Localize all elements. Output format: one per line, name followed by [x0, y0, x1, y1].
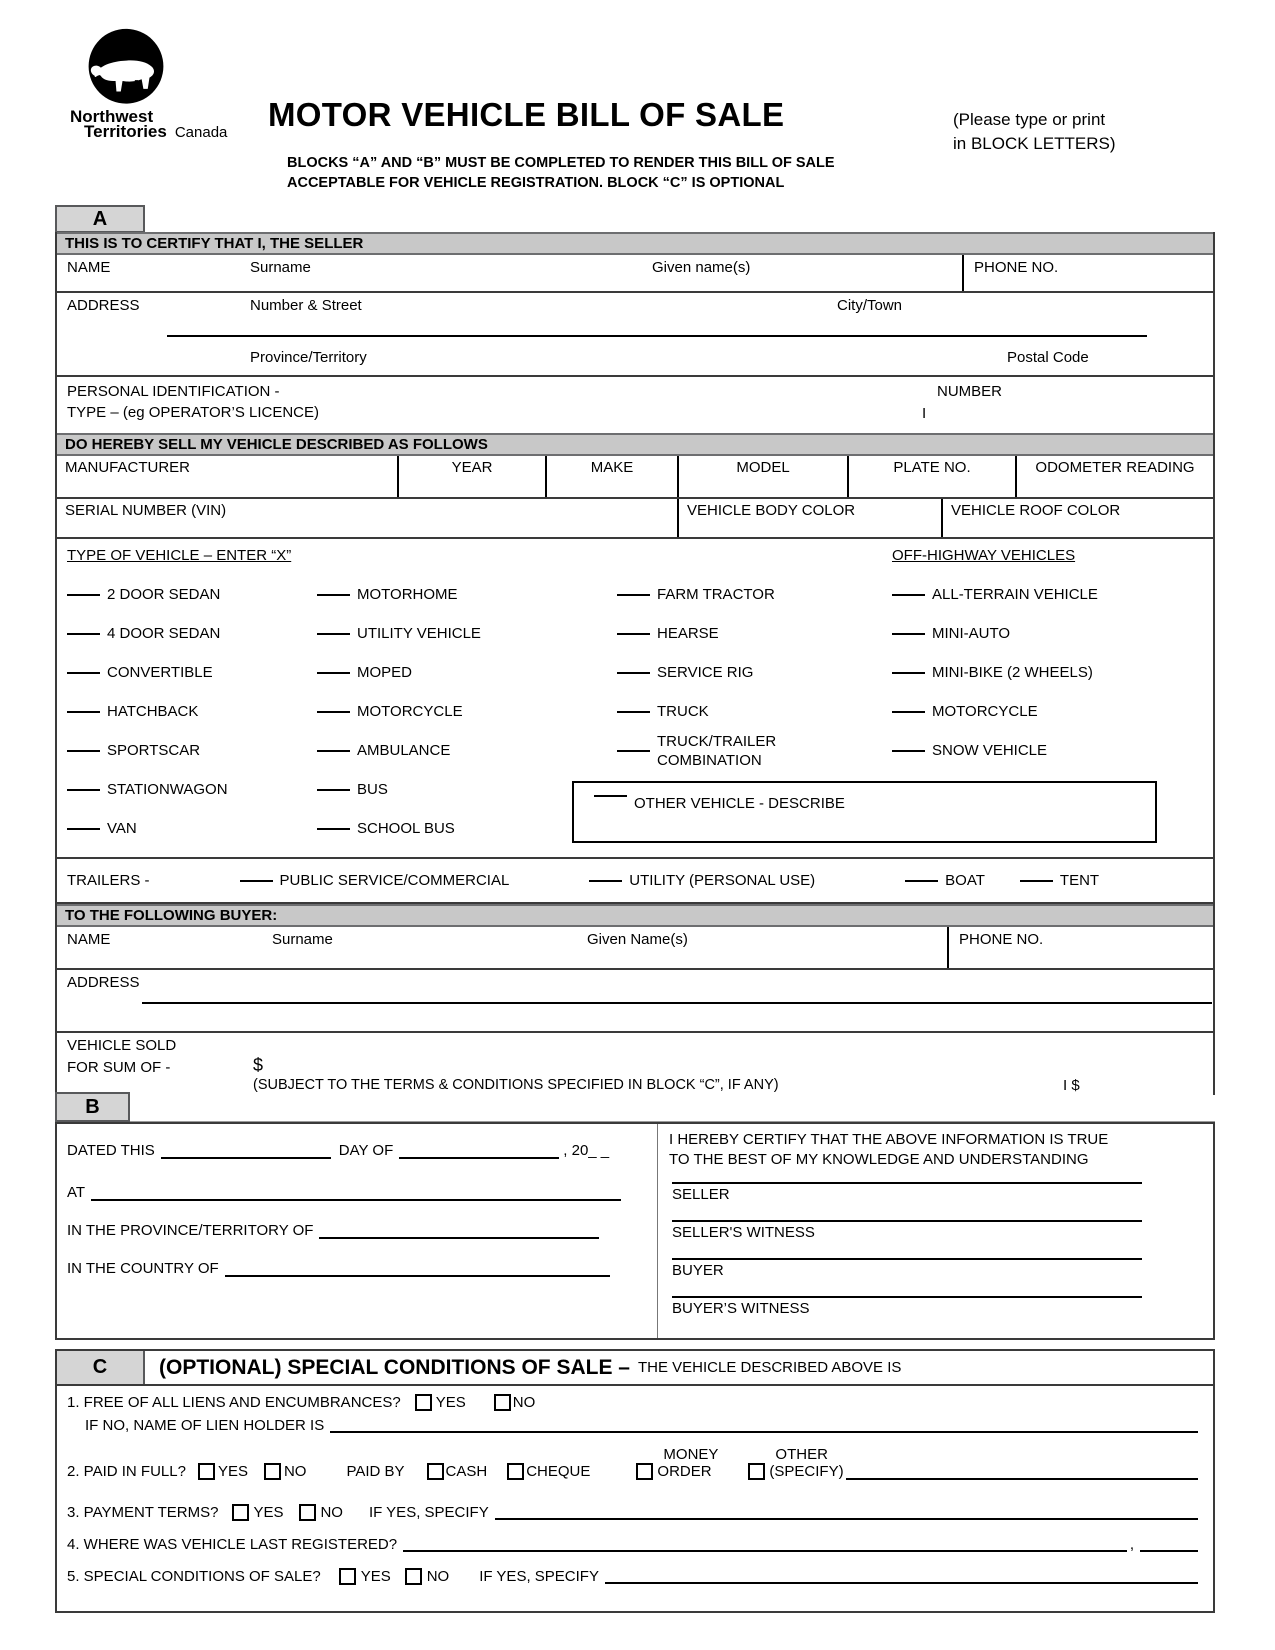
seller-address-label: ADDRESS: [67, 297, 140, 314]
type-blank[interactable]: [892, 594, 925, 596]
type-hearse: [617, 614, 892, 653]
buyer-name-row: [57, 927, 1213, 970]
last-registered-question: 4. WHERE WAS VEHICLE LAST REGISTERED?: [67, 1536, 398, 1553]
block-c-header: [55, 1349, 1215, 1386]
seller-name-label: NAME: [67, 259, 111, 276]
personal-id-row: [57, 375, 1213, 433]
phone-divider: [962, 255, 964, 291]
liens-no-label: NO: [512, 1394, 536, 1411]
type-blank[interactable]: [317, 711, 350, 713]
trailer-blank[interactable]: [905, 880, 938, 882]
seller-witness-label: SELLER'S WITNESS: [672, 1224, 815, 1241]
buyer-phone-divider: [947, 927, 949, 968]
other-payment-option: [748, 1446, 843, 1480]
type-blank[interactable]: [892, 711, 925, 713]
type-blank[interactable]: [67, 828, 100, 830]
seller-given-label: Given name(s): [652, 259, 751, 276]
trailer-utility-label: UTILITY (PERSONAL USE): [629, 872, 816, 889]
country-line: [67, 1260, 610, 1277]
seller-postal-label: Postal Code: [1007, 349, 1089, 366]
other-vehicle-box: [572, 781, 1157, 843]
year-suffix: , 20_ _: [563, 1142, 610, 1159]
seller-certify-header: THIS IS TO CERTIFY THAT I, THE SELLER: [57, 232, 1213, 255]
pid-number-label: NUMBER: [937, 383, 1003, 400]
logo-line2: Territories: [84, 122, 167, 141]
block-c-title: [145, 1351, 1213, 1384]
type-blank[interactable]: [67, 633, 100, 635]
form-instructions: [287, 153, 835, 193]
buyer-address-row: [57, 970, 1213, 1033]
type-label: HEARSE: [657, 625, 719, 642]
money-order-label-line2: ORDER: [657, 1463, 712, 1480]
type-all-terrain: [892, 575, 1213, 614]
at-label: AT: [67, 1184, 86, 1201]
special-specify-label: IF YES, SPECIFY: [479, 1568, 599, 1585]
type-label: MOTORHOME: [357, 586, 458, 603]
seller-signature-line[interactable]: [672, 1182, 1142, 1184]
plate-no-cell[interactable]: PLATE NO.: [847, 456, 1015, 497]
terms-yes-checkbox[interactable]: [232, 1504, 249, 1521]
other-payment-label-line1: OTHER: [775, 1446, 828, 1463]
type-2-door-sedan: [67, 575, 317, 614]
type-of-vehicle-section: [57, 539, 1213, 859]
type-label: TRUCK/TRAILER COMBINATION: [657, 732, 777, 769]
liens-question: 1. FREE OF ALL LIENS AND ENCUMBRANCES?: [67, 1394, 401, 1411]
special-yes-label: YES: [360, 1568, 391, 1585]
type-mini-bike: [892, 653, 1213, 692]
seller-address-row: [57, 293, 1213, 375]
dayof-label: DAY OF: [338, 1142, 394, 1159]
province-line: [67, 1222, 599, 1239]
type-blank[interactable]: [67, 789, 100, 791]
manufacturer-cell[interactable]: MANUFACTURER: [65, 459, 191, 476]
type-label: MINI-BIKE (2 WHEELS): [932, 664, 1093, 681]
terms-specify-label: IF YES, SPECIFY: [368, 1504, 489, 1521]
type-blank[interactable]: [617, 672, 650, 674]
seller-surname-label: Surname: [250, 259, 311, 276]
buyer-witness-line[interactable]: [672, 1296, 1142, 1298]
special-yes-checkbox[interactable]: [339, 1568, 356, 1585]
type-blank[interactable]: [317, 789, 350, 791]
year-cell[interactable]: YEAR: [397, 456, 545, 497]
type-service-rig: [617, 653, 892, 692]
type-blank[interactable]: [892, 750, 925, 752]
other-vehicle-label: OTHER VEHICLE - DESCRIBE: [634, 795, 845, 812]
pid-label-line2: TYPE – (eg OPERATOR’S LICENCE): [67, 404, 320, 421]
odometer-cell[interactable]: ODOMETER READING: [1015, 456, 1213, 497]
type-blank[interactable]: [892, 633, 925, 635]
trailer-blank[interactable]: [240, 880, 273, 882]
other-vehicle-blank[interactable]: [594, 795, 627, 797]
special-conditions-row: [67, 1568, 1198, 1585]
buyer-address-label: ADDRESS: [67, 974, 140, 991]
type-stationwagon: [67, 770, 317, 809]
type-of-vehicle-title: TYPE OF VEHICLE – ENTER “X”: [67, 547, 292, 564]
lien-holder-field[interactable]: [330, 1419, 1198, 1433]
buyer-signature-line[interactable]: [672, 1258, 1142, 1260]
buyer-address-line[interactable]: [142, 1002, 1212, 1004]
type-utility-vehicle: [317, 614, 617, 653]
buyer-witness-label: BUYER’S WITNESS: [672, 1300, 810, 1317]
liens-question-row: [67, 1394, 1198, 1411]
paid-in-full-row: [67, 1446, 1198, 1480]
liens-yes-checkbox[interactable]: [415, 1394, 432, 1411]
trailer-tent-label: TENT: [1059, 872, 1100, 889]
type-label: BUS: [357, 781, 388, 798]
trailers-label: TRAILERS -: [67, 872, 150, 889]
type-label: TRUCK: [657, 703, 709, 720]
type-offhwy-motorcycle: [892, 692, 1213, 731]
trailer-boat-label: BOAT: [945, 872, 985, 889]
sold-amount-field[interactable]: [277, 1055, 877, 1075]
special-no-checkbox[interactable]: [405, 1568, 422, 1585]
seller-street-label: Number & Street: [250, 297, 362, 314]
sold-label-line1: VEHICLE SOLD: [67, 1037, 177, 1054]
type-blank[interactable]: [317, 750, 350, 752]
country-field[interactable]: [225, 1263, 610, 1277]
cheque-label: CHEQUE: [526, 1463, 591, 1480]
cash-checkbox[interactable]: [427, 1463, 444, 1480]
trailer-public-service-label: PUBLIC SERVICE/COMMERCIAL: [279, 872, 510, 889]
type-blank[interactable]: [317, 672, 350, 674]
terms-no-checkbox[interactable]: [299, 1504, 316, 1521]
paid-yes-checkbox[interactable]: [198, 1463, 215, 1480]
type-blank[interactable]: [67, 711, 100, 713]
type-label: AMBULANCE: [357, 742, 451, 759]
block-b-tab-row: [55, 1092, 1215, 1122]
seller-city-label: City/Town: [837, 297, 903, 314]
at-field[interactable]: [91, 1187, 621, 1201]
dated-month-field[interactable]: [399, 1145, 559, 1159]
type-label: UTILITY VEHICLE: [357, 625, 481, 642]
type-label: MOTORCYCLE: [932, 703, 1038, 720]
block-c-title-main: (OPTIONAL) SPECIAL CONDITIONS OF SALE –: [159, 1355, 630, 1379]
type-blank[interactable]: [617, 750, 650, 752]
terms-yes-label: YES: [253, 1504, 284, 1521]
registered-comma: ,: [1129, 1536, 1134, 1553]
block-a: [55, 232, 1215, 1095]
at-line: [67, 1184, 621, 1201]
dated-line: [67, 1142, 609, 1159]
model-cell[interactable]: MODEL: [677, 456, 847, 497]
liens-no-checkbox[interactable]: [494, 1394, 511, 1411]
seller-witness-line[interactable]: [672, 1220, 1142, 1222]
logo-canada: Canada: [174, 124, 228, 141]
type-blank[interactable]: [67, 672, 100, 674]
logo-wordmark: [70, 109, 270, 140]
type-label: CONVERTIBLE: [107, 664, 213, 681]
trailers-row: [57, 859, 1213, 904]
type-blank[interactable]: [617, 711, 650, 713]
seller-name-row: [57, 255, 1213, 293]
type-sportscar: [67, 731, 317, 770]
buyer-phone-label: PHONE NO.: [959, 931, 1044, 948]
paid-yes-label: YES: [217, 1463, 248, 1480]
type-blank[interactable]: [317, 633, 350, 635]
payment-terms-row: [67, 1504, 1198, 1521]
province-field[interactable]: [319, 1225, 599, 1239]
roof-color-cell[interactable]: VEHICLE ROOF COLOR: [941, 499, 1213, 537]
polar-bear-logo-icon: [82, 28, 170, 108]
type-label: MINI-AUTO: [932, 625, 1011, 642]
certify-line1: I HEREBY CERTIFY THAT THE ABOVE INFORMATION IS TRUE: [669, 1131, 1109, 1148]
liens-yes-label: YES: [435, 1394, 466, 1411]
type-label: STATIONWAGON: [107, 781, 228, 798]
type-blank[interactable]: [617, 594, 650, 596]
terms-specify-field[interactable]: [495, 1506, 1198, 1520]
other-payment-checkbox[interactable]: [748, 1463, 765, 1480]
type-motorhome: [317, 575, 617, 614]
type-label: SNOW VEHICLE: [932, 742, 1048, 759]
block-letters-note: [953, 108, 1116, 156]
type-farm-tractor: [617, 575, 892, 614]
cash-label: CASH: [445, 1463, 488, 1480]
sold-subject-note: (SUBJECT TO THE TERMS & CONDITIONS SPECIFIED IN BLOCK “C”, IF ANY): [253, 1077, 779, 1093]
money-order-label-line1: MONEY: [663, 1446, 719, 1463]
page-title: MOTOR VEHICLE BILL OF SALE: [268, 96, 785, 133]
vehicle-table-row2: [57, 499, 1213, 539]
paid-no-label: NO: [283, 1463, 307, 1480]
type-snow-vehicle: [892, 731, 1213, 770]
block-a-tab: A: [55, 205, 145, 233]
seller-signature-label: SELLER: [672, 1186, 730, 1203]
last-registered-row: [67, 1536, 1198, 1553]
money-order-checkbox[interactable]: [636, 1463, 653, 1480]
lien-holder-row: [85, 1417, 1198, 1434]
type-label: SPORTSCAR: [107, 742, 201, 759]
sold-right-mark: I $: [1063, 1077, 1080, 1094]
type-blank[interactable]: [617, 633, 650, 635]
country-of-label: IN THE COUNTRY OF: [67, 1260, 219, 1277]
type-label: FARM TRACTOR: [657, 586, 775, 603]
note-line2: in BLOCK LETTERS): [953, 133, 1116, 153]
block-b-tab-filler: [130, 1092, 1215, 1122]
certification-text: [669, 1130, 1108, 1170]
buyer-name-label: NAME: [67, 931, 111, 948]
special-conditions-question: 5. SPECIAL CONDITIONS OF SALE?: [67, 1568, 321, 1585]
type-blank[interactable]: [67, 594, 100, 596]
type-label: MOTORCYCLE: [357, 703, 463, 720]
sell-vehicle-header: DO HEREBY SELL MY VEHICLE DESCRIBED AS FOLLOWS: [57, 433, 1213, 456]
paid-in-full-question: 2. PAID IN FULL?: [67, 1463, 186, 1480]
type-motorcycle: [317, 692, 617, 731]
block-b-tab: B: [55, 1092, 130, 1122]
nwt-logo: [70, 28, 270, 140]
type-convertible: [67, 653, 317, 692]
province-of-label: IN THE PROVINCE/TERRITORY OF: [67, 1222, 314, 1239]
buyer-given-label: Given Name(s): [587, 931, 688, 948]
pid-number-mark: I: [922, 405, 927, 422]
instruction-line2: ACCEPTABLE FOR VEHICLE REGISTRATION. BLOCK “C” IS OPTIONAL: [287, 175, 785, 191]
last-registered-field[interactable]: [403, 1538, 1127, 1552]
cheque-checkbox[interactable]: [507, 1463, 524, 1480]
body-color-cell[interactable]: VEHICLE BODY COLOR: [677, 499, 941, 537]
type-van: [67, 809, 317, 848]
instruction-line1: BLOCKS “A” AND “B” MUST BE COMPLETED TO RENDER THIS BILL OF SALE: [287, 155, 835, 171]
note-line1: (Please type or print: [953, 110, 1106, 129]
paid-no-checkbox[interactable]: [264, 1463, 281, 1480]
seller-surname-field[interactable]: [377, 259, 627, 283]
type-blank[interactable]: [317, 594, 350, 596]
special-no-label: NO: [426, 1568, 450, 1585]
buyer-signature-label: BUYER: [672, 1262, 724, 1279]
type-label: ALL-TERRAIN VEHICLE: [932, 586, 1098, 603]
type-label: SERVICE RIG: [657, 664, 754, 681]
trailer-blank[interactable]: [589, 880, 622, 882]
sold-label-line2: FOR SUM OF -: [67, 1059, 171, 1076]
last-registered-field2[interactable]: [1140, 1538, 1198, 1552]
type-label: 4 DOOR SEDAN: [107, 625, 221, 642]
money-order-option: [636, 1446, 718, 1480]
block-c-title-sub: THE VEHICLE DESCRIBED ABOVE IS: [637, 1359, 902, 1376]
type-label: 2 DOOR SEDAN: [107, 586, 221, 603]
buyer-header: TO THE FOLLOWING BUYER:: [57, 904, 1213, 927]
make-cell[interactable]: MAKE: [545, 456, 677, 497]
terms-no-label: NO: [320, 1504, 343, 1521]
type-mini-auto: [892, 614, 1213, 653]
paid-by-label: PAID BY: [346, 1463, 405, 1480]
type-blank[interactable]: [892, 672, 925, 674]
type-hatchback: [67, 692, 317, 731]
other-payment-label-line2: (SPECIFY): [769, 1463, 844, 1480]
type-moped: [317, 653, 617, 692]
type-4-door-sedan: [67, 614, 317, 653]
type-ambulance: [317, 731, 617, 770]
type-label: MOPED: [357, 664, 413, 681]
seller-province-label: Province/Territory: [250, 349, 367, 366]
block-c-tab: C: [57, 1351, 145, 1384]
type-truck: [617, 692, 892, 731]
type-truck-trailer: [617, 731, 892, 770]
other-payment-field[interactable]: [846, 1466, 1198, 1480]
block-b: [55, 1122, 1215, 1340]
block-c: [55, 1386, 1215, 1613]
vehicle-table-header-row: [57, 456, 1213, 499]
off-highway-title: OFF-HIGHWAY VEHICLES: [892, 547, 1076, 564]
trailer-blank[interactable]: [1020, 880, 1053, 882]
pid-type-field[interactable]: [357, 404, 757, 426]
type-blank[interactable]: [67, 750, 100, 752]
certify-line2: TO THE BEST OF MY KNOWLEDGE AND UNDERSTANDING: [669, 1151, 1089, 1168]
seller-address-line[interactable]: [167, 335, 1147, 337]
type-label: SCHOOL BUS: [357, 820, 455, 837]
seller-phone-label: PHONE NO.: [974, 259, 1059, 276]
type-label: VAN: [107, 820, 137, 837]
dated-label: DATED THIS: [67, 1142, 155, 1159]
payment-terms-question: 3. PAYMENT TERMS?: [67, 1504, 219, 1521]
buyer-surname-label: Surname: [272, 931, 333, 948]
special-specify-field[interactable]: [605, 1570, 1198, 1584]
pid-label-line1: PERSONAL IDENTIFICATION -: [67, 383, 280, 400]
block-b-divider: [657, 1124, 658, 1338]
vin-cell[interactable]: SERIAL NUMBER (VIN): [65, 502, 227, 519]
logo-line1: Northwest: [70, 107, 154, 126]
lien-holder-label: IF NO, NAME OF LIEN HOLDER IS: [85, 1417, 325, 1434]
type-blank[interactable]: [317, 828, 350, 830]
type-label: HATCHBACK: [107, 703, 199, 720]
vehicle-sold-row: [57, 1033, 1213, 1095]
sold-dollar-sign: $: [253, 1055, 264, 1075]
dated-day-field[interactable]: [161, 1145, 331, 1159]
